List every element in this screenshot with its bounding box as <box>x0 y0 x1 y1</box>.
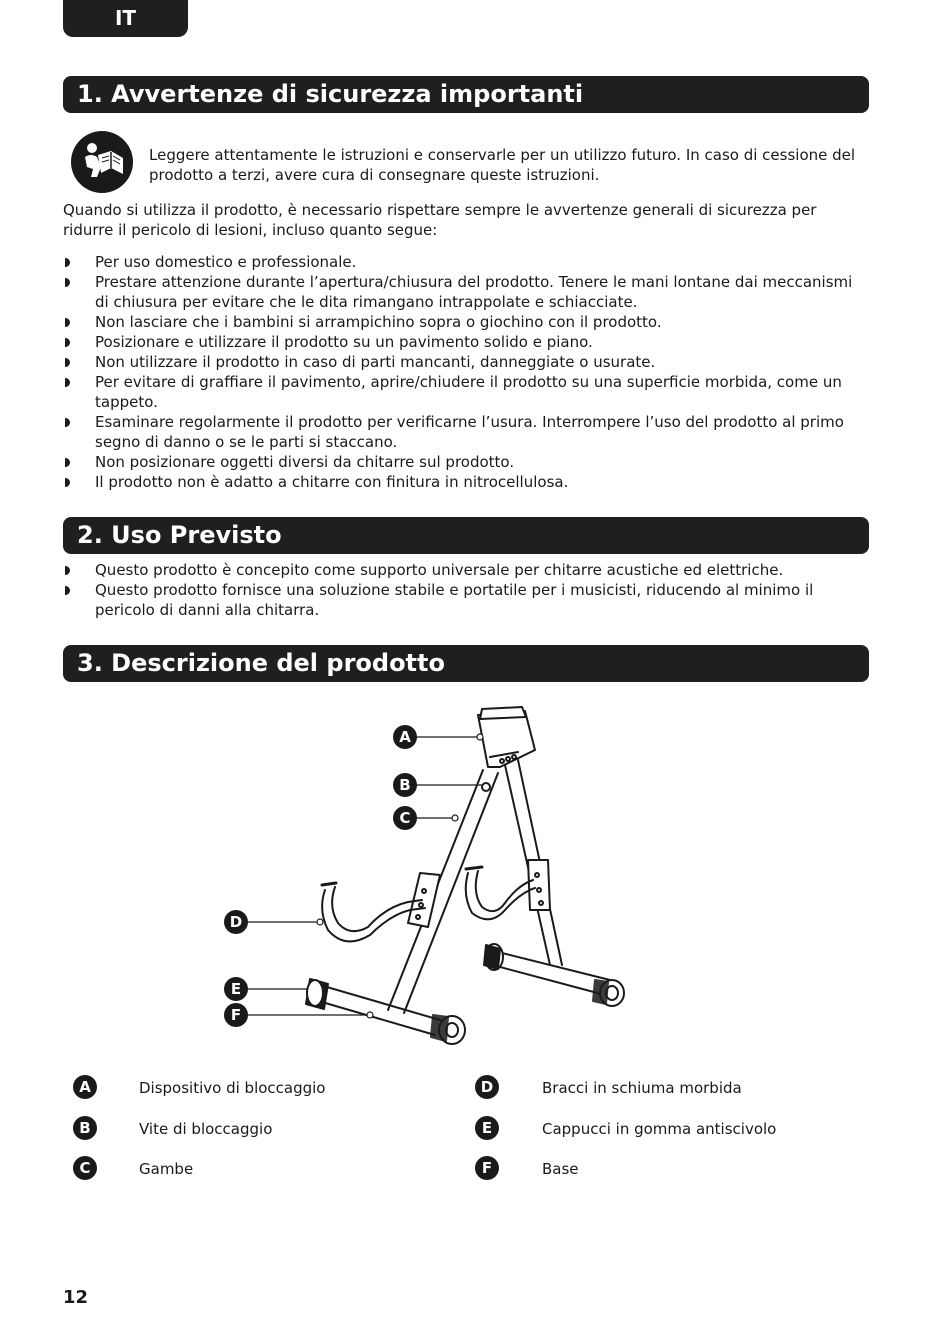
list-item: Il prodotto non è adatto a chitarre con finitura in nitrocellulosa. <box>63 472 863 492</box>
legend-badge-c: C <box>73 1156 97 1180</box>
safety-intro-text: Leggere attentamente le istruzioni e conservarle per un utilizzo futuro. In caso di cessione del prodotto a terzi, avere cura di consegnare queste istruzioni. <box>149 146 856 184</box>
safety-bullet-list <box>63 252 863 492</box>
legend-badge-e: E <box>475 1116 499 1140</box>
list-item: Questo prodotto fornisce una soluzione stabile e portatile per i musicisti, riducendo al minimo il pericolo di danni alla chitarra. <box>63 580 853 620</box>
list-item: Questo prodotto è concepito come supporto universale per chitarre acustiche ed elettriche. <box>63 560 853 580</box>
guitar-stand-diagram <box>200 695 680 1060</box>
legend-label-a: Dispositivo di bloccaggio <box>139 1079 326 1097</box>
list-item: Posizionare e utilizzare il prodotto su un pavimento solido e piano. <box>63 332 863 352</box>
legend-label-f: Base <box>542 1160 579 1178</box>
callout-c: C <box>399 809 411 827</box>
section-3-title: 3. Descrizione del prodotto <box>63 645 869 682</box>
language-tab: IT <box>63 0 188 37</box>
legend-label-e: Cappucci in gomma antiscivolo <box>542 1120 777 1138</box>
legend-badge-b: B <box>73 1116 97 1140</box>
list-item: Non utilizzare il prodotto in caso di parti mancanti, danneggiate o usurate. <box>63 352 863 372</box>
callout-b: B <box>399 776 411 794</box>
list-item: Esaminare regolarmente il prodotto per verificarne l’usura. Interrompere l’uso del prodotto al primo segno di danno o se le parti si staccano. <box>63 412 863 452</box>
list-item: Non posizionare oggetti diversi da chitarre sul prodotto. <box>63 452 863 472</box>
section-2-title: 2. Uso Previsto <box>63 517 869 554</box>
legend-label-b: Vite di bloccaggio <box>139 1120 273 1138</box>
legend-badge-a: A <box>73 1075 97 1099</box>
list-item: Prestare attenzione durante l’apertura/chiusura del prodotto. Tenere le mani lontane dai meccanismi di chiusura per evitare che le dita rimangano intrappolate e schiacciate. <box>63 272 863 312</box>
legend-badge-d: D <box>475 1075 499 1099</box>
callout-f: F <box>230 1006 242 1024</box>
list-item: Per uso domestico e professionale. <box>63 252 863 272</box>
legend-label-d: Bracci in schiuma morbida <box>542 1079 742 1097</box>
legend-label-c: Gambe <box>139 1160 194 1178</box>
callout-a: A <box>399 728 411 746</box>
list-item: Non lasciare che i bambini si arrampichino sopra o giochino con il prodotto. <box>63 312 863 332</box>
callout-e: E <box>230 980 242 998</box>
callout-d: D <box>229 913 243 931</box>
safety-lead-text: Quando si utilizza il prodotto, è necessario rispettare sempre le avvertenze generali di sicurezza per ridurre il pericolo di lesioni, incluso quanto segue: <box>63 201 817 239</box>
list-item: Per evitare di graffiare il pavimento, aprire/chiudere il prodotto su una superficie morbida, come un tappeto. <box>63 372 863 412</box>
read-manual-icon <box>71 131 133 193</box>
legend-badge-f: F <box>475 1156 499 1180</box>
page-number: 12 <box>63 1287 89 1308</box>
intended-use-list <box>63 560 853 620</box>
section-1-title: 1. Avvertenze di sicurezza importanti <box>63 76 869 113</box>
